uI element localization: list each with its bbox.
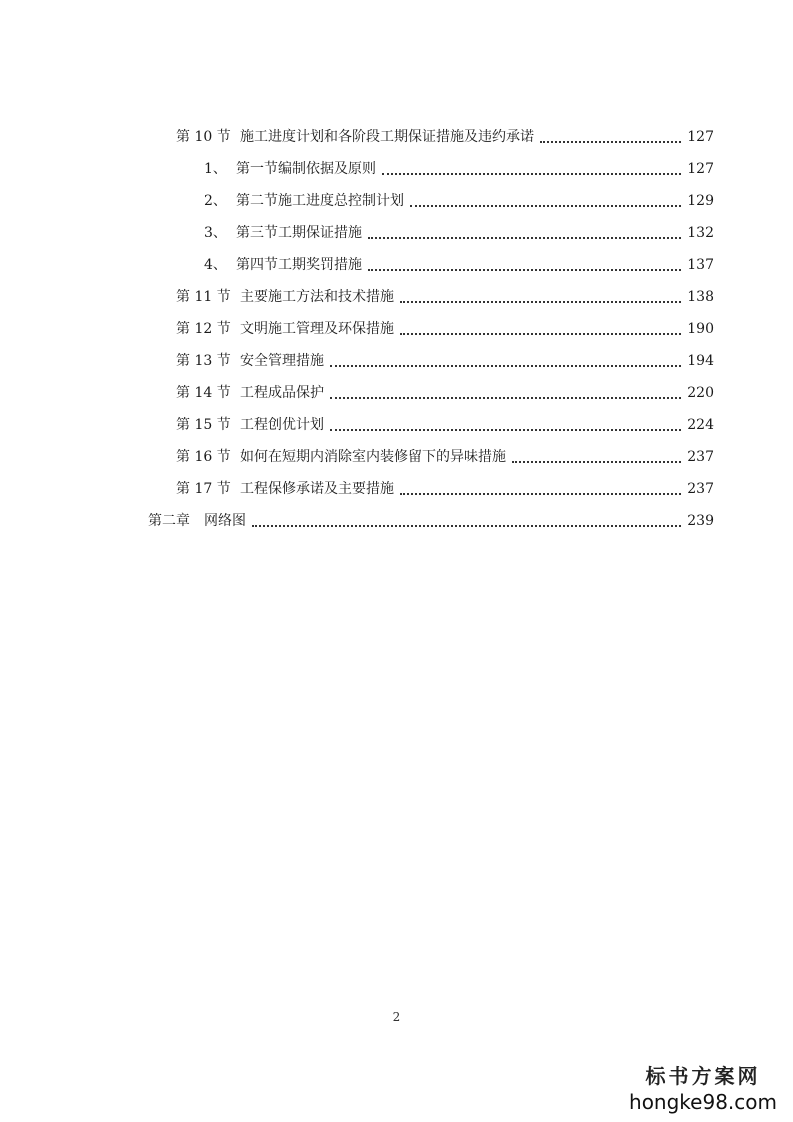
toc-entry-page: 138	[687, 289, 714, 305]
toc-entry-title: 施工进度计划和各阶段工期保证措施及违约承诺	[240, 129, 534, 145]
toc-entry-number: 第二章	[148, 513, 190, 529]
toc-entry[interactable]	[176, 314, 714, 338]
toc-entry-page: 224	[687, 417, 714, 433]
dot-leader	[540, 140, 681, 143]
toc-entry-page: 220	[687, 385, 714, 401]
toc-entry[interactable]	[176, 378, 714, 402]
toc-entry[interactable]	[204, 186, 714, 210]
toc-entry[interactable]	[176, 346, 714, 370]
toc-entry-number: 3、	[204, 225, 227, 241]
dot-leader	[400, 492, 681, 495]
toc-entry-page: 194	[687, 353, 714, 369]
toc-entry-page: 190	[687, 321, 714, 337]
toc-entry-title: 第三节工期保证措施	[236, 225, 362, 241]
toc-entry-number: 第 12 节	[176, 321, 231, 337]
toc-entry-title: 工程创优计划	[240, 417, 324, 433]
watermark-url: hongke98.com	[629, 1090, 777, 1114]
toc-entry[interactable]	[176, 442, 714, 466]
toc-entry-number: 第 13 节	[176, 353, 231, 369]
dot-leader	[330, 396, 681, 399]
page-number: 2	[392, 1010, 401, 1024]
dot-leader	[368, 236, 681, 239]
toc-entry-page: 127	[687, 129, 714, 145]
toc-entry-title: 安全管理措施	[240, 353, 324, 369]
toc-entry[interactable]	[204, 250, 714, 274]
toc-entry-title: 主要施工方法和技术措施	[240, 289, 394, 305]
toc-entry[interactable]	[176, 474, 714, 498]
toc-entry-number: 第 10 节	[176, 129, 231, 145]
dot-leader	[512, 460, 681, 463]
toc-entry-number: 第 14 节	[176, 385, 231, 401]
dot-leader	[252, 524, 681, 527]
toc-entry-page: 239	[687, 513, 714, 529]
toc-entry-number: 2、	[204, 193, 227, 209]
watermark-name: 标书方案网	[645, 1064, 761, 1088]
toc-entry-number: 第 15 节	[176, 417, 231, 433]
toc-entry-number: 第 17 节	[176, 481, 231, 497]
toc-entry[interactable]	[204, 218, 714, 242]
toc-entry-title: 网络图	[204, 513, 246, 529]
toc-entry-page: 237	[687, 449, 714, 465]
toc-entry-title: 第四节工期奖罚措施	[236, 257, 362, 273]
toc-entry[interactable]	[176, 122, 714, 146]
toc-entry-title: 如何在短期内消除室内装修留下的异味措施	[240, 449, 506, 465]
toc-entry-title: 第一节编制依据及原则	[236, 161, 376, 177]
toc-entry-page: 237	[687, 481, 714, 497]
dot-leader	[330, 428, 681, 431]
toc-entry-page: 129	[687, 193, 714, 209]
toc-entry-number: 第 11 节	[176, 289, 231, 305]
toc-entry-title: 第二节施工进度总控制计划	[236, 193, 404, 209]
dot-leader	[400, 300, 681, 303]
dot-leader	[382, 172, 681, 175]
toc-entry[interactable]	[148, 506, 714, 530]
dot-leader	[400, 332, 681, 335]
toc-entry[interactable]	[176, 282, 714, 306]
toc-entry-title: 工程成品保护	[240, 385, 324, 401]
toc-entry-title: 文明施工管理及环保措施	[240, 321, 394, 337]
toc-entry-number: 4、	[204, 257, 227, 273]
toc-entry-page: 127	[687, 161, 714, 177]
toc-entry-page: 137	[687, 257, 714, 273]
dot-leader	[330, 364, 681, 367]
watermark-logo	[629, 1060, 777, 1114]
dot-leader	[368, 268, 681, 271]
toc-entry-title: 工程保修承诺及主要措施	[240, 481, 394, 497]
toc-entry[interactable]	[204, 154, 714, 178]
dot-leader	[410, 204, 681, 207]
toc-entry-page: 132	[687, 225, 714, 241]
toc-entry-number: 第 16 节	[176, 449, 231, 465]
toc-entry[interactable]	[176, 410, 714, 434]
toc-entry-number: 1、	[204, 161, 227, 177]
